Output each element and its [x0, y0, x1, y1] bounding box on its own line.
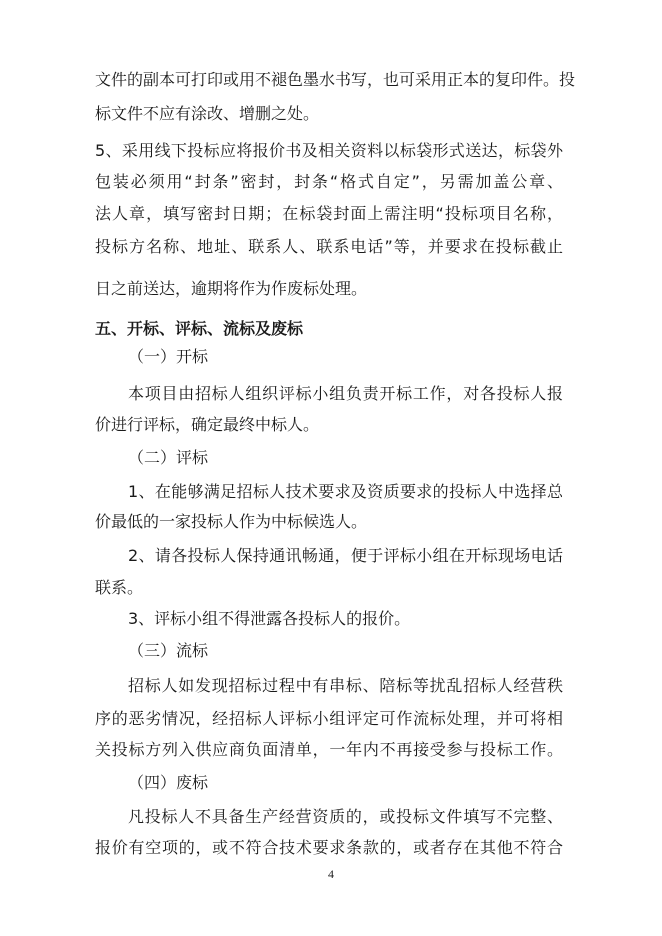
text-line: 联系。	[95, 578, 144, 597]
text-line: 价最低的一家投标人作为中标候选人。	[95, 512, 368, 531]
subheading-evaluation: （二）评标	[128, 448, 209, 467]
text-line: 文件的副本可打印或用不褪色墨水书写，也可采用正本的复印件。投	[95, 70, 576, 89]
text-line: 报价有空项的，或不符合技术要求条款的，或者存在其他不符合	[95, 838, 563, 857]
text-line: 1、在能够满足招标人技术要求及资质要求的投标人中选择总	[128, 482, 563, 501]
subheading-opening: （一）开标	[128, 347, 209, 366]
text-line: 序的恶劣情况，经招标人评标小组评定可作流标处理，并可将相	[95, 709, 563, 728]
text-line: 2、请各投标人保持通讯畅通，便于评标小组在开标现场电话	[128, 546, 563, 565]
text-line: 包装必须用“封条”密封，封条“格式自定”，另需加盖公章、	[95, 172, 563, 191]
text-line: 关投标方列入供应商负面清单，一年内不再接受参与投标工作。	[95, 740, 563, 759]
text-line: 日之前送达，逾期将作为作废标处理。	[95, 279, 368, 298]
text-line: 招标人如发现招标过程中有串标、陪标等扰乱招标人经营秩	[128, 676, 563, 695]
section-heading: 五、开标、评标、流标及废标	[95, 319, 304, 338]
subheading-invalid-bid: （四）废标	[128, 773, 209, 792]
text-line: 法人章，填写密封日期；在标袋封面上需注明“投标项目名称，	[95, 204, 563, 223]
text-line: 本项目由招标人组织评标小组负责开标工作，对各投标人报	[128, 384, 563, 403]
text-line: 投标方名称、地址、联系人、联系电话”等，并要求在投标截止	[95, 237, 563, 256]
text-line: 5、采用线下投标应将报价书及相关资料以标袋形式送达，标袋外	[95, 141, 563, 160]
text-line: 凡投标人不具备生产经营资质的，或投标文件填写不完整、	[128, 807, 563, 826]
text-line: 3、评标小组不得泄露各投标人的报价。	[128, 609, 411, 628]
text-line: 价进行评标，确定最终中标人。	[95, 415, 320, 434]
subheading-failed-bid: （三）流标	[128, 641, 209, 660]
page-number: 4	[328, 867, 334, 881]
text-line: 标文件不应有涂改、增删之处。	[95, 104, 320, 123]
